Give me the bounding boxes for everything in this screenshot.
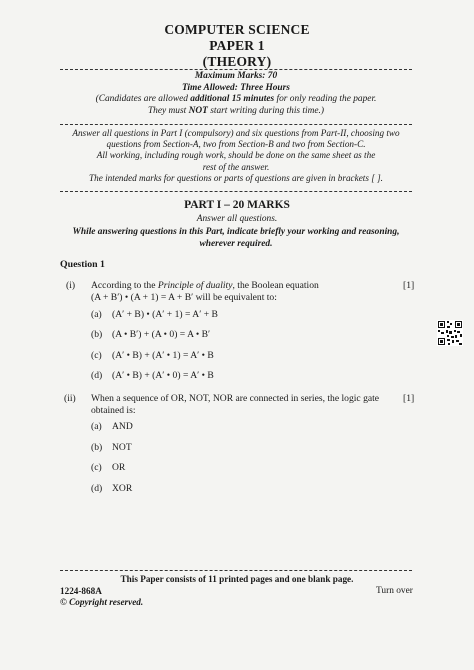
- question-line: [91, 280, 319, 292]
- working-instruction: [60, 227, 412, 250]
- option-letter: (a): [91, 421, 102, 432]
- divider-line: [60, 570, 412, 571]
- paper-number: PAPER 1: [209, 38, 265, 53]
- paper-type: (THEORY): [202, 54, 272, 69]
- option-letter: (c): [91, 462, 102, 473]
- option-text: XOR: [112, 483, 133, 494]
- no-writing-note: [60, 106, 412, 118]
- question-part-number: (ii): [64, 393, 76, 404]
- instruction-line: All working, including rough work, should be done on the same sheet as the: [96, 150, 376, 161]
- reading-time-note: [60, 94, 412, 106]
- question-line: (A + B′) • (A + 1) = A + B′ will be equivalent to:: [91, 292, 277, 304]
- copyright-note: © Copyright reserved.: [60, 597, 144, 607]
- question-line: obtained is:: [91, 405, 136, 417]
- option-letter: (b): [91, 329, 103, 340]
- time-allowed: Time Allowed: Three Hours: [182, 82, 290, 93]
- subject-title: COMPUTER SCIENCE: [164, 22, 310, 37]
- working-line: While answering questions in this Part, indicate briefly your working and reasoning,: [72, 227, 400, 237]
- option-letter: (c): [91, 350, 102, 361]
- paper-code: 1224-868A: [60, 586, 102, 596]
- question-part-text: [91, 280, 319, 304]
- question-text: According to the: [91, 280, 158, 291]
- instruction-line: questions from Section-A, two from Section-B and two from Section-C.: [106, 139, 366, 150]
- option-text: (A′ • B) + (A′ • 1) = A′ • B: [112, 350, 214, 361]
- turn-over-label: Turn over: [376, 586, 413, 596]
- option-letter: (b): [91, 442, 103, 453]
- marks-bracket: [1]: [403, 280, 415, 291]
- instruction-line: The intended marks for questions or parts of questions are given in brackets [ ].: [89, 172, 383, 183]
- instruction-line: rest of the answer.: [202, 161, 270, 172]
- question-line: When a sequence of OR, NOT, NOR are connected in series, the logic gate: [91, 393, 380, 404]
- question-italic-term: Principle of duality: [157, 280, 233, 291]
- general-instructions: [60, 128, 412, 184]
- option-letter: (d): [91, 483, 103, 494]
- page-count-note: This Paper consists of 11 printed pages and one blank page.: [120, 574, 354, 584]
- option-text: (A′ • B) + (A′ • 0) = A′ • B: [112, 370, 214, 381]
- option-text: OR: [112, 462, 126, 473]
- answer-all-note: Answer all questions.: [196, 214, 278, 224]
- max-marks: Maximum Marks: 70: [194, 71, 278, 81]
- instruction-line: Answer all questions in Part I (compulsory) and six questions from Part-II, choosing two: [72, 128, 400, 138]
- question-part-text: [91, 393, 379, 417]
- not-start-prefix: They must: [147, 105, 189, 116]
- working-line: wherever required.: [199, 238, 273, 249]
- marks-info: [60, 71, 412, 117]
- not-start-suffix: start writing during this time.): [207, 105, 325, 116]
- not-start-bold: NOT: [188, 105, 208, 116]
- option-text: (A′ + B) • (A′ + 1) = A′ + B: [112, 309, 218, 320]
- option-text: NOT: [112, 442, 132, 453]
- option-letter: (d): [91, 370, 103, 381]
- divider-line: [60, 191, 412, 192]
- divider-line: [60, 124, 412, 125]
- reading-prefix: (Candidates are allowed: [95, 94, 191, 105]
- qr-code-icon: [437, 320, 463, 346]
- marks-bracket: [1]: [403, 393, 415, 404]
- option-text: (A • B′) + (A • 0) = A • B′: [112, 329, 211, 340]
- question-text: , the Boolean equation: [232, 280, 319, 291]
- option-letter: (a): [91, 309, 102, 320]
- question-heading: Question 1: [60, 259, 105, 270]
- paper-header: [0, 22, 474, 70]
- reading-bold: additional 15 minutes: [190, 94, 275, 105]
- reading-suffix: for only reading the paper.: [274, 94, 377, 105]
- divider-line: [60, 69, 412, 70]
- question-part-number: (i): [66, 280, 76, 291]
- option-text: AND: [112, 421, 133, 432]
- part-title: PART I – 20 MARKS: [184, 199, 290, 211]
